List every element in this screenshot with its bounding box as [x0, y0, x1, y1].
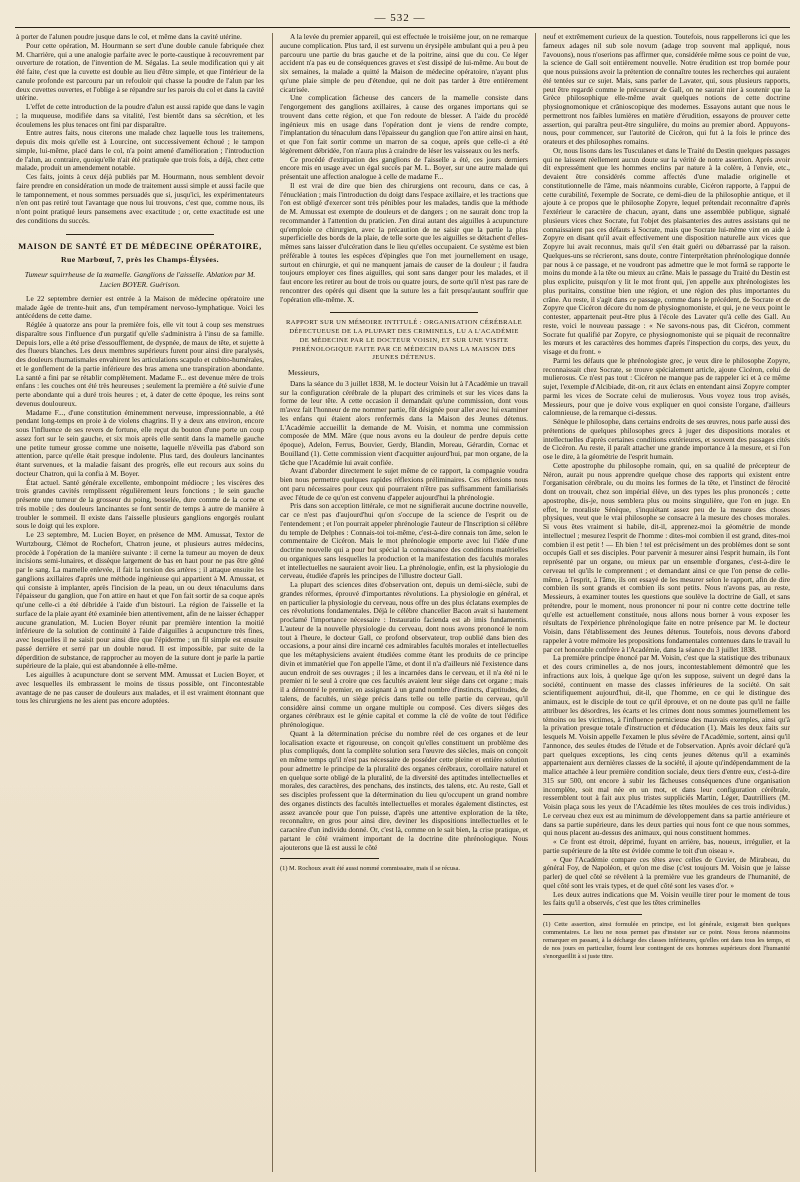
- footnote-rule: [543, 914, 642, 915]
- paragraph: Il est vrai de dire que bien des chirurgiens ont recouru, dans ce cas, à l'énucléation ; mais l'introduction du doigt dans l'espace axillaire, et les tractions que l'on est obligé d'exercer sont très pénibles pour les malades, tandis que la méthode de M. Amussat est exempte de douleurs et de dangers ; on ne saurait donc trop la recommander à l'attention du praticien. J'en dirai autant des aiguilles à acupuncture qu'emploie ce chirurgien, avec la précaution de ne saisir que la partie la plus superficielle des bords de la plaie, de telle sorte que les aiguilles se détachent d'elles-mêmes sans laisser d'ulcération dans le lieu qu'elles occupaient. Ce système est bien préférable à toutes les espèces d'épingles que l'on met journellement en usage, surtout en chirurgie, et qui ne manquent jamais de causer de la douleur ; il faudra toujours employer ces fines aiguilles, qui sont sans danger pour les malades, et il faut encore les retirer au bout de trois ou quatre jours, de sorte qu'il n'est pas rare de rencontrer des opérés qui disent que la suture les a fait presqu'autant souffrir que l'opération elle-même. X.: [280, 180, 528, 304]
- paragraph: Le 23 septembre, M. Lucien Boyer, en présence de MM. Amussat, Textor de Wurtzbourg, Clémot de Rochefort, Chatron jeune, et plusieurs autres médecins, procède à l'opération de la manière suivante : il cerne la tumeur au moyen de deux incisions semi-lunaires, et dissèque largement de bas en haut pour ne pas être gêné par le sang. La mamelle enlevée, il fait la torsion des artères ; il attaque ensuite les ganglions axillaires d'après une méthode ingénieuse qui appartient à M. Amussat, et qui consiste à implanter, après l'incision de la peau, un ou deux ténaculums dans l'épaisseur du ganglion, que l'on attire en haut et que l'on fait sortir de sa coque après qu'une celle-ci a été débridée à l'aide d'un bistouri. La région de l'aisselle et la surface de la plaie ayant été examinée bien attentivement, afin de ne laisser échapper aucune granulation, M. Lucien Boyer réunit par première intention la moitié inférieure de la solution de continuité à l'aide d'aiguilles à acupuncture très fines, avec lesquelles il ne saisit pour ainsi dire que l'épiderme ; un fil simple est ensuite passé derrière et serré par un double nœud. Il est impossible, par suite de la déperdition de substance, de rapprocher au moyen de la suture dont je parle la partie supérieure de la plaie, qui est abandonnée à elle-même.: [16, 530, 264, 671]
- column-1: [16, 33, 264, 1176]
- paragraph: Pour cette opération, M. Hourmann se sert d'une double canule fabriquée chez M. Charrière, qui a une analogie parfaite avec le porte-caustique à recouvrement par ouverture de rotation, de l'invention de M. Ségalas. La seule modification qui y ait été faite, c'est que la cuvette est double au lieu d'être simple, et que l'intérieur de la canule profonde est parcouru par un refouloir qui chasse la poudre de l'alun par les deux cuvettes ouvertes, et l'oblige à se répandre sur les parois du col et dans la cavité utérine.: [16, 40, 264, 103]
- paragraph: à porter de l'alunen poudre jusque dans le col, et même dans la cavité utérine.: [16, 33, 242, 41]
- salutation: Messieurs,: [288, 368, 320, 378]
- paragraph: Ces faits, joints à ceux déjà publiés par M. Hourmann, nous semblent devoir faire prendre en considération un mode de traitement aussi simple et aussi facile que le tamponnement, et nous sommes persuadés que si, jusqu'ici, les expérimentateurs n'en ont pas retiré tout l'avantage que nous lui trouvons, c'est que, comme nous, ils n'ont point pratiqué leurs pansemens avec exactitude ; or, cette exactitude est une des conditions du succès.: [16, 172, 264, 225]
- case-text: [16, 295, 264, 706]
- paragraph: Entre autres faits, nous citerons une malade chez laquelle tous les traitemens, depuis dix mois qu'elle est à Lourcine, ont successivement échoué ; le tampon simple, lui-même, placé dans le col, n'a point amené d'amélioration ; l'introduction de l'alun, au contraire, quoiqu'elle n'ait été pratiquée que trois fois, a déjà, chez cette malade, produit un amendement notable.: [16, 128, 264, 173]
- paragraph: Les aiguilles à acupuncture dont se servent MM. Amussat et Lucien Boyer, et avec lesquelles ils embrassent le moins de tissus possible, ont l'incontestable avantage de ne pas causer de douleurs aux malades, et il est vraiment étonnant que tous les chirurgiens ne les aient pas encore adoptées.: [16, 670, 264, 706]
- footnote: (1) Cette assertion, ainsi formulée en principe, est loi générale, exigerait bien quelques commentaires. Le lieu ne nous permet pas d'insister sur ce point. Nous ferons néanmoins remarquer en passant, à la décharge des classes inférieures, qu'elles ont dans tous les temps, et de nos jours en particulier, fourni leur contingent de ces hommes supérieurs dont l'humanité s'enorgueillit à si juste titre.: [543, 921, 790, 960]
- section-address: Rue Marbœuf, 7, près les Champs-Élysées.: [60, 254, 220, 264]
- case-title: Tumeur squirrheuse de la mamelle. Ganglions de l'aisselle. Ablation par M. Lucien BOYER. Guérison.: [24, 270, 256, 289]
- paragraph: Madame F..., d'une constitution éminemment nerveuse, impressionnable, a été pendant long-temps en proie à de violens chagrins. Il y a deux ans environ, encore sous l'influence de ses revers de fortune, elle reçut du bouton d'une porte un coup assez fort sur le sein gauche, et six mois après elle sentit dans la mamelle gauche une petite tumeur grosse comme une noisette, laquelle n'éveilla pas d'abord son attention, parce qu'elle était presque indolente. Plus tard, des douleurs lancinantes étant survenues, et la maladie faisant des progrès, elle eut recours aux soins du docteur Chatron, qui la confia à M. Boyer.: [16, 407, 264, 478]
- paragraph: Avant d'aborder directement le sujet même de ce rapport, la compagnie voudra bien nous permettre quelques rapides réflexions préliminaires. Ces réflexions nous ont paru nécessaires pour ceux qui pourraient n'être pas suffisamment familiarisés avec l'étude de ce qu'on est convenu d'appeler aujourd'hui la phrénologie.: [280, 466, 528, 502]
- paragraph: L'effet de cette introduction de la poudre d'alun est aussi rapide que dans le vagin ; la muqueuse, modifiée dans sa vitalité, l'est bientôt dans sa sécrétion, et les écoulemens les plus tenaces ont fini par disparaître.: [16, 102, 264, 129]
- paragraph: Les deux autres indications que M. Voisin veuille tirer pour le moment de tous les faits qu'il a observés, c'est que les têtes criminelles: [543, 889, 790, 908]
- rapport-text: [280, 380, 528, 853]
- footnote-rule: [280, 858, 379, 859]
- section-heading: MAISON DE SANTÉ ET DE MÉDECINE OPÉRATOIRE,: [18, 240, 262, 251]
- paragraph: Dans la séance du 3 juillet 1838, M. le docteur Voisin lut à l'Académie un travail sur la configuration cérébrale de la plupart des criminels et sur les vices dans la forme de leur tête. A cette occasion il demandait qu'une commission, dont vous m'avez fait l'honneur de me nommer partie, fût désignée pour aller avec lui examiner les enfans qui étaient alors renfermés dans la Maison des Jeunes détenus. L'Académie accueillit la demande de M. Voisin, et nomma une commission composée de MM. Mâre (que nous avons eu la douleur de perdre depuis cette époque), Adelon, Ferrus, Bouvier, Gerdy, Blandin, Moreau, Gérardin, Cornac et Bouilland (1). Cette commission vient d'acquitter aujourd'hui, par mon organe, de la tâche que l'Académie lui avait confiée.: [280, 378, 528, 467]
- paragraph: État actuel. Santé générale excellente, embonpoint médiocre ; les viscères des trois grandes cavités remplissent régulièrement leurs fonctions ; le sein gauche présente une tumeur de la grosseur du poing, bosselée, dure comme de la corne et très mobile ; des douleurs lancinantes se font sentir de temps à autre de manière à troubler le sommeil. Il existe dans l'aisselle plusieurs ganglions engorgés roulant sous le doigt qui les explore.: [16, 477, 264, 531]
- paragraph: Une complication fâcheuse des cancers de la mamelle consiste dans l'engorgement des ganglions axillaires, à cause des organes importans qui se trouvent dans cette région, et que l'on redoute de blesser. A l'aide du procédé ingénieux mis en usage dans l'opération dont je viens de rendre compte, l'implantation du ténaculum dans l'épaisseur du ganglion que l'on attire ainsi en haut, et que l'on fait sortir comme un marron de sa coque, après que celle-ci a été légèrement débridée, l'on n'aura plus à craindre de léser les vaisseaux ou les nerfs.: [280, 93, 528, 155]
- column-3: [543, 33, 790, 1176]
- paragraph: Parmi les défauts que le phrénologiste grec, je veux dire le philosophe Zopyre, reconnaissait chez Socrate, se trouve spécialement article, ajoute Cicéron, celui de mulierosus. Ce n'est pas tout : Cicéron ne manque pas de rappeler ici et à ce même sujet, l'exemple d'Alcibiade, dit-on, rit aux éclats en entendant ainsi Zopyre compter parmi les vices de Socrate celui de mulierosus. Vous voyez tous trop avisés, Messieurs, pour que je doive vous expliquer en quoi consiste l'organe, d'ailleurs calomnieuse, de la remarque ci-dessus.: [543, 355, 790, 418]
- page-number: — 532 —: [374, 12, 426, 24]
- column-divider: [272, 33, 273, 1172]
- paragraph: Sénèque le philosophe, dans certains endroits de ses œuvres, nous parle aussi des prétentions de quelques philosophes grecs à juger des dispositions morales et intellectuelles d'après certaines conditions extérieures, et souvent des passages cités de Cicéron. Au reste, il paraît attacher une grande importance à la mesure, et si l'on ose le dire, à la géométrie de l'esprit humain.: [543, 417, 790, 461]
- paragraph: La plupart des sciences dites d'observation ont, depuis un demi-siècle, subi de grandes réformes, éprouvé d'importantes révolutions. La physiologie en général, et en particulier la physiologie du cerveau, nous offre un des plus éclatans exemples de ces révolutions fondamentales. Déjà le célèbre chancelier Bacon avait si hautement proclamé l'importance nécessaire : Instauratio facienda est ab imis fundamentis. L'auteur de la nouvelle physiologie du cerveau, dont nous avons prononcé le nom tout à l'heure, le docteur Gall, ce profond observateur, trop oublié dans bien des occasions, a pour ainsi dire incarné ces admirables facultés morales et intellectuelles que les métaphysiciens avaient étudiées comme étant les produits de ce principe divin et immatériel que l'on appelle l'âme, et dont il n'a d'ailleurs nié l'existence dans aucun endroit de ses ouvrages ; il les a incarnées dans le cerveau, et il n'a été ni le premier ni le seul à croire que ces facultés avaient leur siège dans cet organe ; mais il a démontré le premier, en assignant à un grand nombre d'instincts, d'aptitudes, de talens, de facultés, un siège précis dans telle ou telle partie du cerveau, qu'il considère ainsi comme un organe multiple ou composé. Ces divers sièges des organes cérébraux est le génie capital et comme la clé de voûte de tout l'édifice phrénologique.: [280, 580, 528, 730]
- paragraph: La première principe énoncé par M. Voisin, c'est que la statistique des tribunaux et des cours criminelles a, de nos jours, incontestablement démontré que les infractions aux lois, à quelque âge qu'on les suppose, suivent un degré dans la société, continuent en masse des classes inférieures de la société. On sait scientifiquement aujourd'hui, dit-il, que l'homme, en ce qui le distingue des animaux, est le disciple de tout ce qu'il éprouve, et on ne doute pas qu'il ne faille attribuer les désordres, les écarts et les crimes dont nous sommes journellement les témoins ou les victimes, à l'influence pernicieuse des mauvais exemples, ainsi qu'à la privation presque totale d'instruction et d'éducation (1). Mais les deux faits sur lesquels M. Voisin appelle l'examen le plus sévère de l'Académie, sortent, ainsi qu'il l'annonce, des seules études de l'étude et de l'observation. Après avoir déclaré qu'à part quelques exceptions, les cinq cents jeunes détenus qu'il a examinés appartenaient aux dernières classes de la société, il ajoute qu'indépendamment de la malice attachée à leur première condition sociale, deux tiers d'entre eux, c'est-à-dire 315 sur 500, ont encore à subir les fâcheuses conséquences d'une organisation incomplète, soit mal née en un mot, et dans leur configuration cérébrale, ressemblent tout à fait aux plus tristes suppliciés Martin, Léger, Dautrilliers (M. Voisin plaça sous les yeux de l'Académie les têtes moulées de ces trois individus.) Le cerveau chez eux est au minimum de développement dans sa partie antérieure et dans sa partie supérieure, dans les deux parties qui nous font ce que nous sommes, qui nous placent au-dessus des animaux, qui nous constituent hommes.: [543, 653, 790, 838]
- paragraph: Pris dans son acception littérale, ce mot ne signifierait aucune doctrine nouvelle, car ce n'est pas d'aujourd'hui qu'on s'occupe de la science de l'esprit ou de l'entendement ; et l'on pourrait appeler phrénologie l'auteur de l'Inscription si célèbre du temple de Delphes : Connais-toi toi-même, c'est-à-dire connais ton âme, selon le commentaire de Cicéron. Mais le mot phrénologie emporte avec lui l'idée d'une doctrine nouvelle qui a pour but spécial la connaissance des conditions matérielles ou organiques sans lesquelles la production et la manifestation des facultés morales et intellectuelles ne sauraient avoir lieu. La phrénologie, enfin, est la physiologie du cerveau, étudiée d'après les principes de l'illustre docteur Gall.: [280, 501, 528, 581]
- paragraph: Réglée à quatorze ans pour la première fois, elle vit tout à coup ses menstrues disparaître sous l'influence d'un purgatif qu'elle s'administra à l'insu de sa famille. Depuis lors, elle a été prise d'essoufflement, de dyspnée, de maux de tête, et sujette à des flueurs blanches. Les deux membres supérieurs furent pour ainsi dire paralysés, des douleurs rhumatismales envahirent les articulations scapulo et cubito-humérales, et le gonflement de la partie inférieure des bras amena une transpiration abondante. La santé a fini par se rétablir complètement. Madame F... est devenue mère de trois enfans : les couches ont été très heureuses ; seulement la première a été suivie d'une perte abondante qui a duré trois heures ; et, à dater de cette époque, les reins sont devenus douloureux.: [16, 320, 264, 408]
- paragraph: Cette apostrophe du philosophe romain, qui, en sa qualité de précepteur de Néron, aurait pu nous apprendre quelque chose des rapports qui existent entre l'organisation cérébrale, ou du moins les formes de la tête, et l'instinct de férocité dont on trouvait, chez son impérial élève, un des types les plus prononcés ; cette apostrophe, dis-je, nous semblera plus ou moins singulière, que l'on en juge. En effet, le moraliste Sénèque, s'inquiétant assez peu de la mesure des choses physiques, veut que le vrai philosophe se consacre à la mesure des choses morales. Si vous êtes vraiment si habile, dit-il, apprenez-moi la géométrie de monde intellectuel ; mesurez l'esprit de l'homme : dites-moi combien il est grand, dites-moi combien il est petit ! — Eh bien ! tel est précisément un des problèmes dont se sont occupés Gall et ses disciples. Pour parvenir à mesurer ainsi l'esprit humain, ils l'ont représenté par un organe, ou mieux par un ensemble d'organes, c'est-à-dire le cerveau tel qu'ils le comprennent ; et demandant ainsi ce que l'on pense de celle-même, à l'esprit, à l'âme, ils ont essayé de les mesurer selon le rapport, afin de dire combien ils sont grands et combien ils sont petits. Nous n'avons pas, au reste, Messieurs, à examiner toutes les questions que soulève la doctrine de Gall, et sans prétendre, pour le moment, nous prononcer ni pour ni contre cette doctrine telle qu'elle est actuellement constituée, nous allons nous borner à vous exposer les résultats de l'expérience phrénologique faite en notre présence par M. le docteur Voisin, dans l'établissement des Jeunes détenus. Toutefois, nous devons d'abord rappeler à votre mémoire les propositions fondamentales contenues dans le travail lu par cet honorable confrère à l'Académie, dans la séance du 3 juillet 1838.: [543, 460, 790, 654]
- paragraph: A la levée du premier appareil, qui est effectuée le troisième jour, on ne remarque aucune complication. Plus tard, il est survenu un érysipèle ambulant qui a peu à peu parcouru une partie du bras gauche et de la poitrine, ainsi que du cou. Ce léger accident n'a pas eu de conséquences graves et s'est dissipé de lui-même. Au bout de six semaines, la malade a quitté la Maison de médecine opératoire, n'ayant plus qu'une plaie simple de peu d'étendue, qui ne doit pas tarder à être entièrement cicatrisée.: [280, 33, 528, 94]
- paragraph: Le 22 septembre dernier est entrée à la Maison de médecine opératoire une malade âgée de trente-huit ans, d'un tempérament nervoso-lymphatique. Voici les antécédens de cette dame.: [16, 293, 264, 321]
- paragraph: Ce procédé d'extirpation des ganglions de l'aisselle a été, ces jours derniers encore mis en usage avec un égal succès par M. L. Boyer, sur une autre malade qui présentait une affection analogue à celle de madame F...: [280, 154, 528, 181]
- paragraph: Quant à la détermination précise du nombre réel de ces organes et de leur localisation exacte et rigoureuse, on conçoit qu'elles constituent un problème des plus compliqués, dont la complète solution sera l'œuvre des siècles, mais on conçoit en même temps qu'il n'est pas nécessaire de posséder cette pleine et entière solution pour admettre le principe de la pluralité des organes cérébraux, corollaire naturel et en quelque sorte obligé de la pluralité, de la diversité des aptitudes intellectuelles et morales, des caractères, des penchans, des instincts, des talens, etc. Au reste, Gall et ses disciples professent que la détermination du lieu qu'occupent un grand nombre des organes distincts des facultés intellectuelles et morales également distinctes, est assez avancée pour que l'on puisse, d'après une attentive exploration de la tête, reconnaître, en gros pour ainsi dire, deviner les dispositions intellectuelles et le caractère d'un individu donné. Or, c'est là, comme on le sait bien, la crise pratique, et partant le côté vraiment important de la doctrine dite phrénologique. Nous ajouterons que là est aussi le côté: [280, 728, 528, 852]
- rapport-continuation: [543, 33, 790, 908]
- paragraph: « Que l'Académie compare ces têtes avec celles de Cuvier, de Mirabeau, du général Foy, de Napoléon, et qu'on me dise (c'est toujours M. Voisin que je laisse parler) de quel côté se révèlent à la première vue les grandeurs de l'humanité, de quel côté sont les vrais types, et de quel côté sont les vases d'or. »: [543, 854, 790, 890]
- intro-text: [16, 33, 264, 226]
- paragraph: « Ce front est étroit, déprimé, fuyant en arrière, bas, noueux, irrégulier, et la partie supérieure de la tête est évidée comme le toit d'un oiseau ».: [543, 837, 790, 855]
- column-2: [280, 33, 528, 1176]
- case-continuation: [280, 33, 528, 304]
- section-rule: [330, 312, 479, 313]
- footnote: (1) M. Rochoux avait été aussi nommé commissaire, mais il se récusa.: [280, 865, 460, 873]
- top-rule: [15, 27, 790, 28]
- section-rule: [66, 234, 215, 235]
- paragraph: neuf et extrêmement curieux de la question. Toutefois, nous rappellerons ici que les fameux adages nil sub sole novum (adage trop souvent mal appliqué, nous l'avouons), nous n'oserions pas affirmer que, considérée même sous ce point de vue, la science de Gall soit entièrement nouvelle. Notre érudition est trop bornée pour que nous puissions avoir la prétention de connaître toutes les recherches qui auraient été tentées sur ce sujet. Mais, sans parler de Lavater, qui, sous plusieurs rapports, peut être regardé comme le précurseur de Gall, on ne saurait nier à soutenir que la Grèce philosophique elle-même avait quelques notions de cette doctrine physiognomonique et crânioscopique des modernes. Essayons autant que nous le permettront nos faibles lumières en matière d'érudition, essayons de prouver cette assertion, qui paraîtra peut-être singulière, du moins au premier abord. Appuyons-nous, pour commencer, sur l'autorité de Cicéron, qui fut à la fois le prince des orateurs et des philosophes romains.: [543, 33, 790, 146]
- paragraph: Or, nous lisons dans les Tusculanes et dans le Traité du Destin quelques passages qui ne laissent réellement aucun doute sur la vérité de notre assertion. Après avoir dit expressément que les hommes enclins par nature à la colère, à l'envie, etc., devaient être considérés comme affectés d'une maladie originelle et constitutionnelle de l'âme, mais néanmoins curable, Cicéron rapporte, à l'appui de cette curabilité, l'exemple de Socrate, ce demi-dieu de la philosophie antique, et il ajoute à ce propos que le philosophe Zopyre, lequel prétendait reconnaître d'après l'extérieur le caractère de chacun, ayant, dans une assemblée publique, signalé plusieurs vices chez Socrate, fut l'objet des plaisanteries des autres assistans qui ne connaissaient pas ces défauts à Socrate, mais que Socrate lui-même vint en aide à Zopyre en disant qu'il avait effectivement une disposition naturelle aux vices que Zopyre lui avait reconnus, mais qu'il s'en était guéri ou débarrassé par la raison. Quelques-uns se récrieront, sans doute, contre l'interprétation phrénologique donnée par nous à ce passage, et ne voudront pas admettre que le mot formâ se rapporte le moins du monde à la tête ou mieux au crâne. Mais le passage du Traité du Destin est plus explicite, puisqu'on y lit le mot front qui, j'en appelle aux phrénologistes les plus puritains, constitue bien une région, et une région des plus importantes du crâne. Au reste, il s'agit dans ce passage, comme dans le précédent, de Socrate et de Zopyre que Cicéron décore du nom de physiognomoniste, et qui, je ne veux point le contester, appartenait peut-être plus à l'école des Lavater qu'à celle des Gall. Au reste, voici le nouveau passage : « Ne savons-nous pas, dit Cicéron, comment Socrate fut qualifié par Zopyre, ce physiognomoniste qui se piquait de reconnaître les mœurs et les caractères des hommes d'après l'inspection du corps, des yeux, du visage et du front. »: [543, 145, 790, 356]
- rapport-title: RAPPORT SUR UN MÉMOIRE INTITULÉ : ORGANISATION CÉRÉBRALE DÉFECTUEUSE DE LA PLUPART DES CRIMINELS, LU A L'ACADÉMIE DE MÉDECINE PAR LE DOCTEUR VOISIN, ET SUR UNE VISITE PHRÉNOLOGIQUE FAITE PAR CE MÉDECIN DANS LA MAISON DES JEUNES DÉTENUS.: [286, 319, 522, 362]
- column-divider: [535, 33, 536, 1172]
